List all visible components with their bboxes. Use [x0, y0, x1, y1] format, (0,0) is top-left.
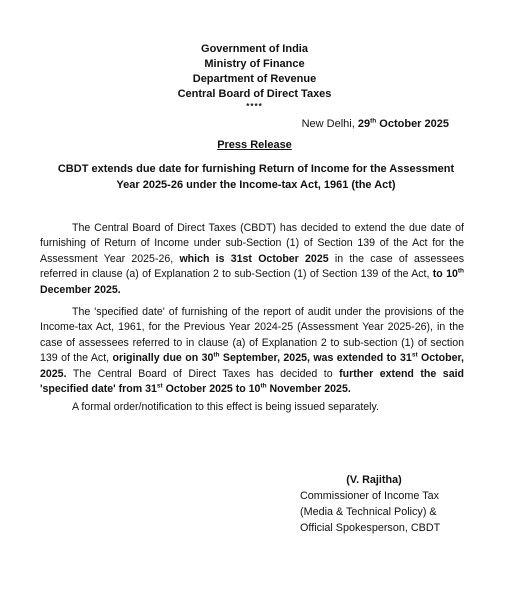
letterhead-line-ministry: Ministry of Finance	[204, 58, 305, 70]
letterhead-stars: ****	[246, 102, 263, 111]
signatory-role: Official Spokesperson, CBDT	[300, 522, 441, 534]
dateline	[302, 116, 449, 133]
signature-block	[300, 472, 470, 536]
letterhead-line-board: Central Board of Direct Taxes	[177, 88, 332, 100]
paragraph-1: The Central Board of Direct Taxes (CBDT) has decided to extend the due date of furnishing of Return of Income under sub-Section (1) of Section 139 of the Act for the Assessment Year 2025-26, which is 31st October 2025 in the case of assessees referred in clause (a) of Explanation 2 to sub-Section (1) of Section 139 of the Act, to 10th December 2025.	[40, 222, 465, 296]
subject-heading: CBDT extends due date for furnishing Return of Income for the Assessment Year 2025-26 under the Income-tax Act, 1961 (the Act)	[57, 163, 455, 191]
letterhead-line-government: Government of India	[201, 43, 308, 55]
signatory-department: (Media & Technical Policy) &	[300, 506, 437, 518]
signatory-name: (V. Rajitha)	[346, 474, 402, 486]
paragraph-2: The 'specified date' of furnishing of the report of audit under the provisions of the Income-tax Act, 1961, for the Previous Year 2024-25 (Assessment Year 2025-26), in the case of assessees referred to in clause (a) of Explanation 2 to sub-section (1) of section 139 of the Act, originally due on 30th September, 2025, was extended to 31st October, 2025. The Central Board of Direct Taxes has decided to further extend the said 'specified date' from 31st October 2025 to 10th November 2025.	[40, 306, 465, 396]
document-title: Press Release	[217, 139, 292, 151]
dateline-day-suffix: th	[370, 117, 377, 125]
dateline-place: New Delhi,	[301, 118, 358, 130]
dateline-day: 29th October 2025	[357, 117, 449, 130]
paragraph-3: A formal order/notification to this effect is being issued separately.	[72, 401, 379, 413]
dateline-month-year: October 2025	[376, 118, 449, 130]
signatory-designation: Commissioner of Income Tax	[300, 490, 440, 502]
letterhead	[0, 42, 509, 111]
letterhead-line-department: Department of Revenue	[192, 73, 317, 85]
